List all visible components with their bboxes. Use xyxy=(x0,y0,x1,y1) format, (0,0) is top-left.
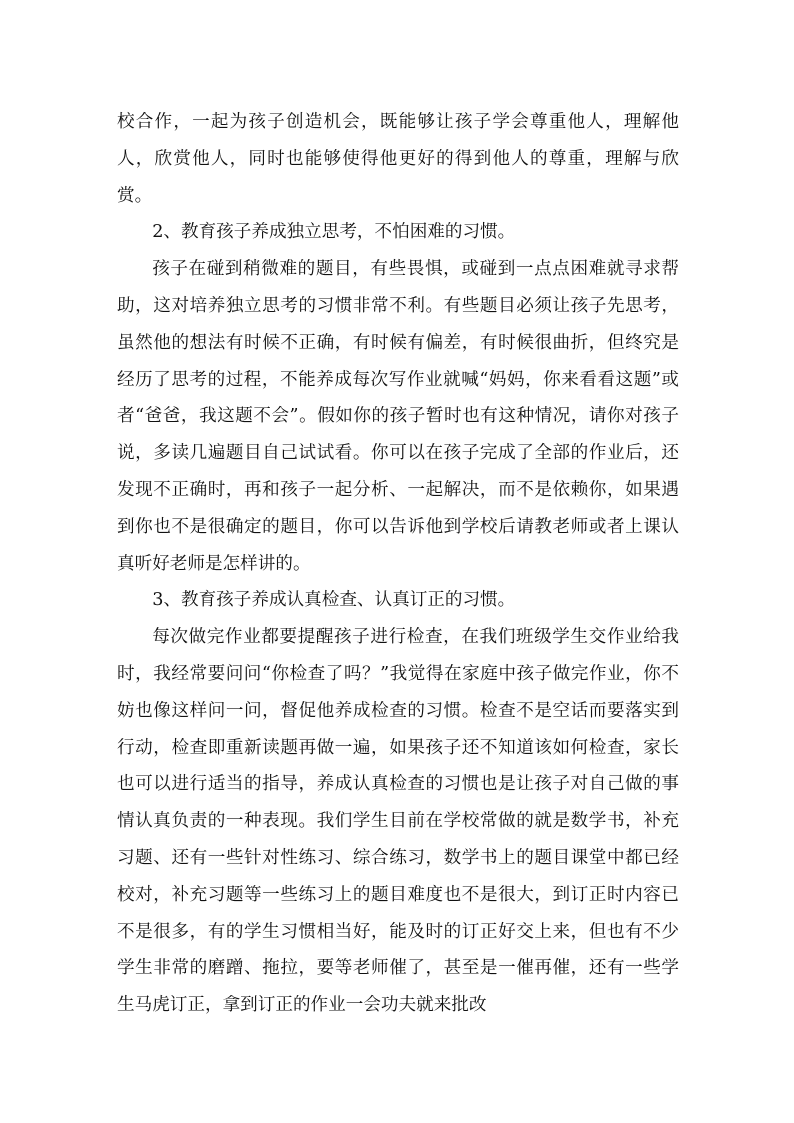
section-heading-2: 2、教育孩子养成独立思考，不怕困难的习惯。 xyxy=(152,222,516,243)
paragraph-independent-thinking: 孩子在碰到稍微难的题目，有些畏惧，或碰到一点点困难就寻求帮助，这对培养独立思考的习惯非常不利。有些题目必须让孩子先思考，虽然他的想法有时候不正确，有时候有偏差，有时候很曲折，但终究是经历了思考的过程，不能养成每次写作业就喊“妈妈，你来看看这题”或者“爸爸，我这题不会”。假如你的孩子暂时也有这种情况，请你对孩子说，多读几遍题目自己试试看。你可以在孩子完成了全部的作业后，还发现不正确时，再和孩子一起分析、一起解决，而不是依赖你，如果遇到你也不是很确定的题目，你可以告诉他到学校后请教老师或者上课认真听好老师是怎样讲的。 xyxy=(117,259,679,574)
paragraph-checking-correcting: 每次做完作业都要提醒孩子进行检查，在我们班级学生交作业给我时，我经常要问问“你检查了吗？”我觉得在家庭中孩子做完作业，你不妨也像这样问一问，督促他养成检查的习惯。检查不是空话而要落实到行动，检查即重新读题再做一遍，如果孩子还不知道该如何检查，家长也可以进行适当的指导，养成认真检查的习惯也是让孩子对自己做的事情认真负责的一种表现。我们学生目前在学校常做的就是数学书，补充习题、还有一些针对性练习、综合练习，数学书上的题目课堂中都已经校对，补充习题等一些练习上的题目难度也不是很大，到订正时内容已不是很多，有的学生习惯相当好，能及时的订正好交上来，但也有不少学生非常的磨蹭、拖拉，要等老师催了，甚至是一催再催，还有一些学生马虎订正，拿到订正的作业一会功夫就来批改 xyxy=(117,627,679,1016)
section-heading-3: 3、教育孩子养成认真检查、认真订正的习惯。 xyxy=(152,590,516,611)
paragraph-continuation: 校合作，一起为孩子创造机会，既能够让孩子学会尊重他人，理解他人，欣赏他人，同时也能够使得他更好的得到他人的尊重，理解与欣赏。 xyxy=(117,112,679,206)
document-page xyxy=(117,104,679,1024)
